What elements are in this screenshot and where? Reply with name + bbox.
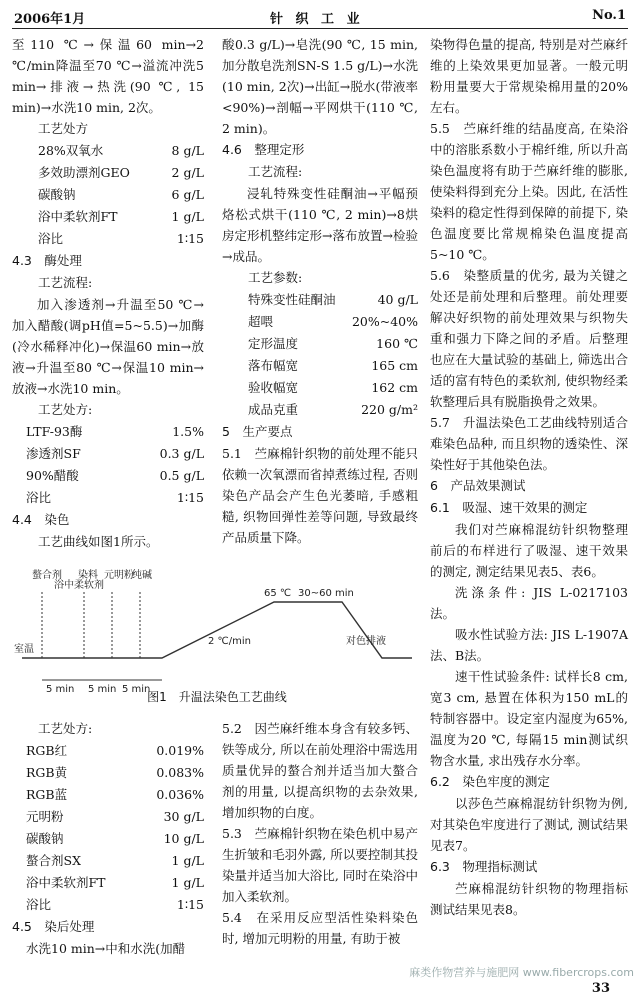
section-heading-5: 5 生产要点 [222,424,293,439]
wash-condition: 洗涤条件: JIS L-0217103法。 [430,585,628,621]
paragraph-5-5: 5.5 苎麻纤维的结晶度高, 在染浴中的溶胀系数小于棉纤维, 所以升高染色温度将有助于苎麻纤维的膨胀, 使染料得到充分上染。因此, 在活性染料的稳定性得到保障的前提下, 染色温度要比常规棉染色温度提高5~10 ℃。 [430,121,628,262]
recipe-label: 工艺处方: [38,721,93,736]
recipe-row: RGB黄 0.083% [26,765,204,780]
temperature-curve [22,602,412,658]
recipe-row: 浴中柔软剂FT 1 g/L [38,209,204,224]
chem-label: 元明粉 [104,570,134,581]
paragraph-5-7: 5.7 升温法染色工艺曲线特别适合难染色品种, 而且织物的透染性、深染性好于其他染色法。 [430,415,628,472]
section-heading-6-2: 6.2 染色牢度的测定 [430,774,550,789]
recipe-row: 浴中柔软剂FT 1 g/L [26,875,204,890]
quick-dry-condition: 速干性试验条件: 试样长8 cm, 宽3 cm, 悬置在体积为150 mL的特制容器中。设定室内湿度为65%, 温度为20 ℃, 每隔15 min测试织物含水量, 求出残存水分率。 [430,669,628,768]
recipe-row: 浴比 1∶15 [26,897,204,912]
recipe-row: 碳酸钠 6 g/L [38,187,204,202]
header-date: 2006年1月 [14,12,86,27]
recipe-row: 90%醋酸 0.5 g/L [26,468,204,483]
paragraph-6-2: 以莎色苎麻棉混纺针织物为例, 对其染色牢度进行了测试, 测试结果见表7。 [430,796,628,853]
page-number: 33 [591,981,610,996]
recipe-row: 浴比 1∶15 [26,490,204,505]
recipe-label: 工艺处方: [38,402,93,417]
recipe-row: RGB蓝 0.036% [26,787,204,802]
watermark: 麻类作物营养与施肥网 www.fibercrops.com [409,966,634,979]
param-row: 特殊变性硅酮油 40 g/L [248,292,418,307]
interval-label: 5 min [88,684,117,695]
params-label: 工艺参数: [248,270,303,285]
param-row: 成品克重 220 g/m² [248,402,418,417]
dye-recipe-list [12,740,204,916]
recipe-row: RGB红 0.019% [26,743,204,758]
recipe-list-2 [12,421,204,509]
recipe-label: 工艺处方 [38,121,89,136]
chem-label: 螯合剂 [32,570,62,581]
section-heading-4-3: 4.3 酶处理 [12,253,82,268]
section-heading-6-3: 6.3 物理指标测试 [430,859,538,874]
paragraph-5-4: 5.4 在采用反应型活性染料染色时, 增加元明粉的用量, 有助于被 [222,910,418,946]
paragraph-6-3: 苎麻棉混纺针织物的物理指标测试结果见表8。 [430,881,628,917]
paragraph-bleach-end: 至110 ℃→保温60 min→2 ℃/min降温至70 ℃→溢流冲洗5 min→排液→热洗(90 ℃, 15 min)→水洗10 min, 2次。 [12,37,204,115]
param-row: 超喂 20%~40% [248,314,418,329]
column-2-top [222,34,418,548]
recipe-row: 浴比 1∶15 [38,231,204,246]
absorb-method: 吸水性试验方法: JIS L-1907A法、B法。 [430,627,628,663]
issue-number: No.1 [592,8,626,23]
column-3 [430,34,628,920]
flow-label: 工艺流程: [248,164,303,179]
peak-temperature-label: 65 ℃ [264,588,292,599]
section-heading-4-5: 4.5 染后处理 [12,919,95,934]
journal-title: 针 织 工 业 [270,12,364,27]
dyeing-curve-figure [12,568,422,698]
column-1-top [12,34,204,553]
paragraph-after-treatment-end: 酸0.3 g/L)→皂洗(90 ℃, 15 min, 加分散皂洗剂SN-S 1.5 g/L)→水洗(10 min, 2次)→出缸→脱水(带液率<90%)→剖幅→平网烘干(110 ℃, 2 min)。 [222,37,418,136]
heating-rate-label: 2 ℃/min [208,636,251,647]
section-heading-4-4: 4.4 染色 [12,512,70,527]
section-heading-6: 6 产品效果测试 [430,478,526,493]
figure-caption: 图1 升温法染色工艺曲线 [147,690,287,704]
column-2-lower [222,718,418,949]
figure-reference: 工艺曲线如图1所示。 [38,534,159,549]
paragraph-5-6: 5.6 染整质量的优劣, 最为关键之处还是前处理和后整理。前处理要解决好织物的前处理效果与织物失重和强力下降之间的矛盾。后整理也应在大量试验的基础上, 筛选出合适的富有特色的柔软剂, 使织物经柔软整理后具有脱脂换骨之效果。 [430,268,628,409]
header-rule [12,28,628,29]
recipe-row: 多效助漂剂GEO 2 g/L [38,165,204,180]
chem-label: 染料 [78,570,98,581]
paragraph-enzyme-flow: 加入渗透剂→升温至50 ℃→加入醋酸(调pH值=5~5.5)→加酶(冷水稀释冲化)→保温60 min→放液→升温至80 ℃→保温10 min→放液→水洗10 min。 [12,297,204,396]
recipe-row: LTF-93酶 1.5% [26,424,204,439]
params-list [222,289,418,421]
after-treatment-flow: 水洗10 min→中和水洗(加醋 [26,941,186,956]
chem-label: 纯碱 [132,570,152,581]
recipe-list-1 [12,140,204,250]
drain-label: 对色排液 [346,636,386,647]
recipe-row: 螯合剂SX 1 g/L [26,853,204,868]
hold-time-label: 30~60 min [298,588,354,599]
section-heading-6-1: 6.1 吸湿、速干效果的测定 [430,500,588,515]
recipe-row: 渗透剂SF 0.3 g/L [26,446,204,461]
interval-label: 5 min [122,684,151,695]
recipe-row: 碳酸钠 10 g/L [26,831,204,846]
param-row: 落布幅宽 165 cm [248,358,418,373]
paragraph-finishing-flow: 浸轧特殊变性硅酮油→平幅预烙松式烘干(110 ℃, 2 min)→8烘房定形机整纬定形→落布放置→检验→成品。 [222,186,418,264]
flow-label: 工艺流程: [38,275,93,290]
interval-label: 5 min [46,684,75,695]
paragraph-6-1: 我们对苎麻棉混纺针织物整理前后的布样进行了吸湿、速干效果的测定, 测定结果见表5、表6。 [430,522,628,579]
param-row: 定形温度 160 ℃ [248,336,418,351]
room-temp-label: 室温 [14,644,34,655]
chemical-labels [32,568,152,591]
paragraph-5-3: 5.3 苎麻棉针织物在染色机中易产生折皱和毛羽外露, 所以要控制其投染量并适当加大浴比, 同时在染浴中加入柔软剂。 [222,826,418,904]
chem-label: 浴中柔软剂 [54,580,104,591]
paragraph-5-2: 5.2 因苎麻纤维本身含有较多钙、铁等成分, 所以在前处理浴中需选用质量优异的螯合剂并适当加大螯合剂的用量, 以提高织物的去杂效果, 增加织物的白度。 [222,721,418,820]
recipe-row: 28%双氧水 8 g/L [38,143,204,158]
paragraph-5-1: 5.1 苎麻棉针织物的前处理不能只依赖一次氧漂而省掉煮练过程, 否则染色产品会产生色光萎暗, 手感粗糙, 织物回弹性差等问题, 导致最终产品质量下降。 [222,446,418,545]
paragraph-5-4-end: 染物得色量的提高, 特别是对苎麻纤维的上染效果更加显著。一般元明粉用量要大于常规染棉用量的20%左右。 [430,37,628,115]
recipe-row: 元明粉 30 g/L [26,809,204,824]
section-heading-4-6: 4.6 整理定形 [222,142,305,157]
param-row: 验收幅宽 162 cm [248,380,418,395]
column-1-lower [12,718,204,960]
